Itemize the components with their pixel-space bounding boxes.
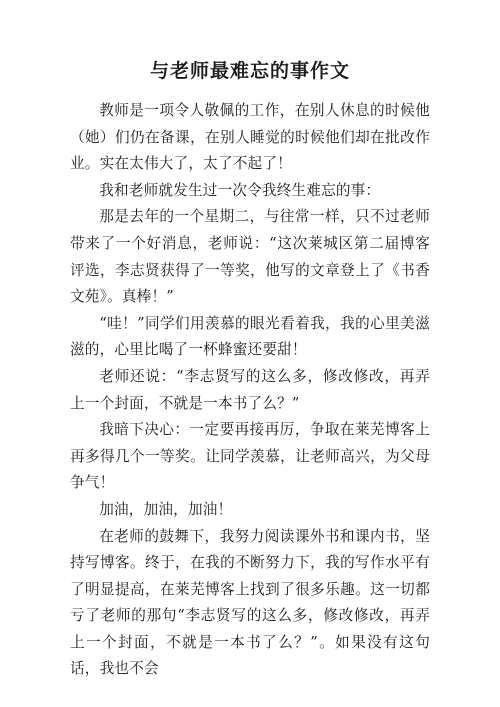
paragraph-cheer: 加油，加油，加油！ bbox=[99, 500, 233, 518]
document-title: 与老师最难忘的事作文 bbox=[149, 60, 350, 82]
paragraph-teacher-said: 老师还说：“李志贤写的这么多，修改修改，再弄上一个封面，不就是一本书了么？” bbox=[70, 367, 430, 412]
paragraph-resolve: 我暗下决心：一定要再接再厉，争取在莱芜博客上再多得几个一等奖。让同学羡慕，让老师高兴，为父母争气！ bbox=[70, 421, 430, 492]
paragraph-intro: 教师是一项令人敬佩的工作，在别人休息的时候他（她）们仍在备课，在别人睡觉的时候他们却在批改作业。实在太伟大了，太了不起了！ bbox=[70, 102, 430, 173]
paragraph-encouragement: 在老师的鼓舞下，我努力阅读课外书和课内书，坚持写博客。终于，在我的不断努力下，我的写作水平有了明显提高，在莱芜博客上找到了很多乐趣。这一切都亏了老师的那句“李志贤写的这么多，修改修改，再弄上一个封面，不就是一本书了么？”。如果没有这句话，我也不会 bbox=[70, 527, 430, 678]
paragraph-event-intro: 我和老师就发生过一次令我终生难忘的事： bbox=[99, 181, 381, 199]
paragraph-good-news: 那是去年的一个星期二，与往常一样，只不过老师带来了一个好消息，老师说：“这次莱城区第二届博客评选，李志贤获得了一等奖，他写的文章登上了《书香文苑》。真棒！” bbox=[70, 208, 430, 306]
paragraph-classmates: “哇！”同学们用羡慕的眼光看着我，我的心里美滋滋的，心里比喝了一杯蜂蜜还要甜！ bbox=[70, 314, 430, 359]
